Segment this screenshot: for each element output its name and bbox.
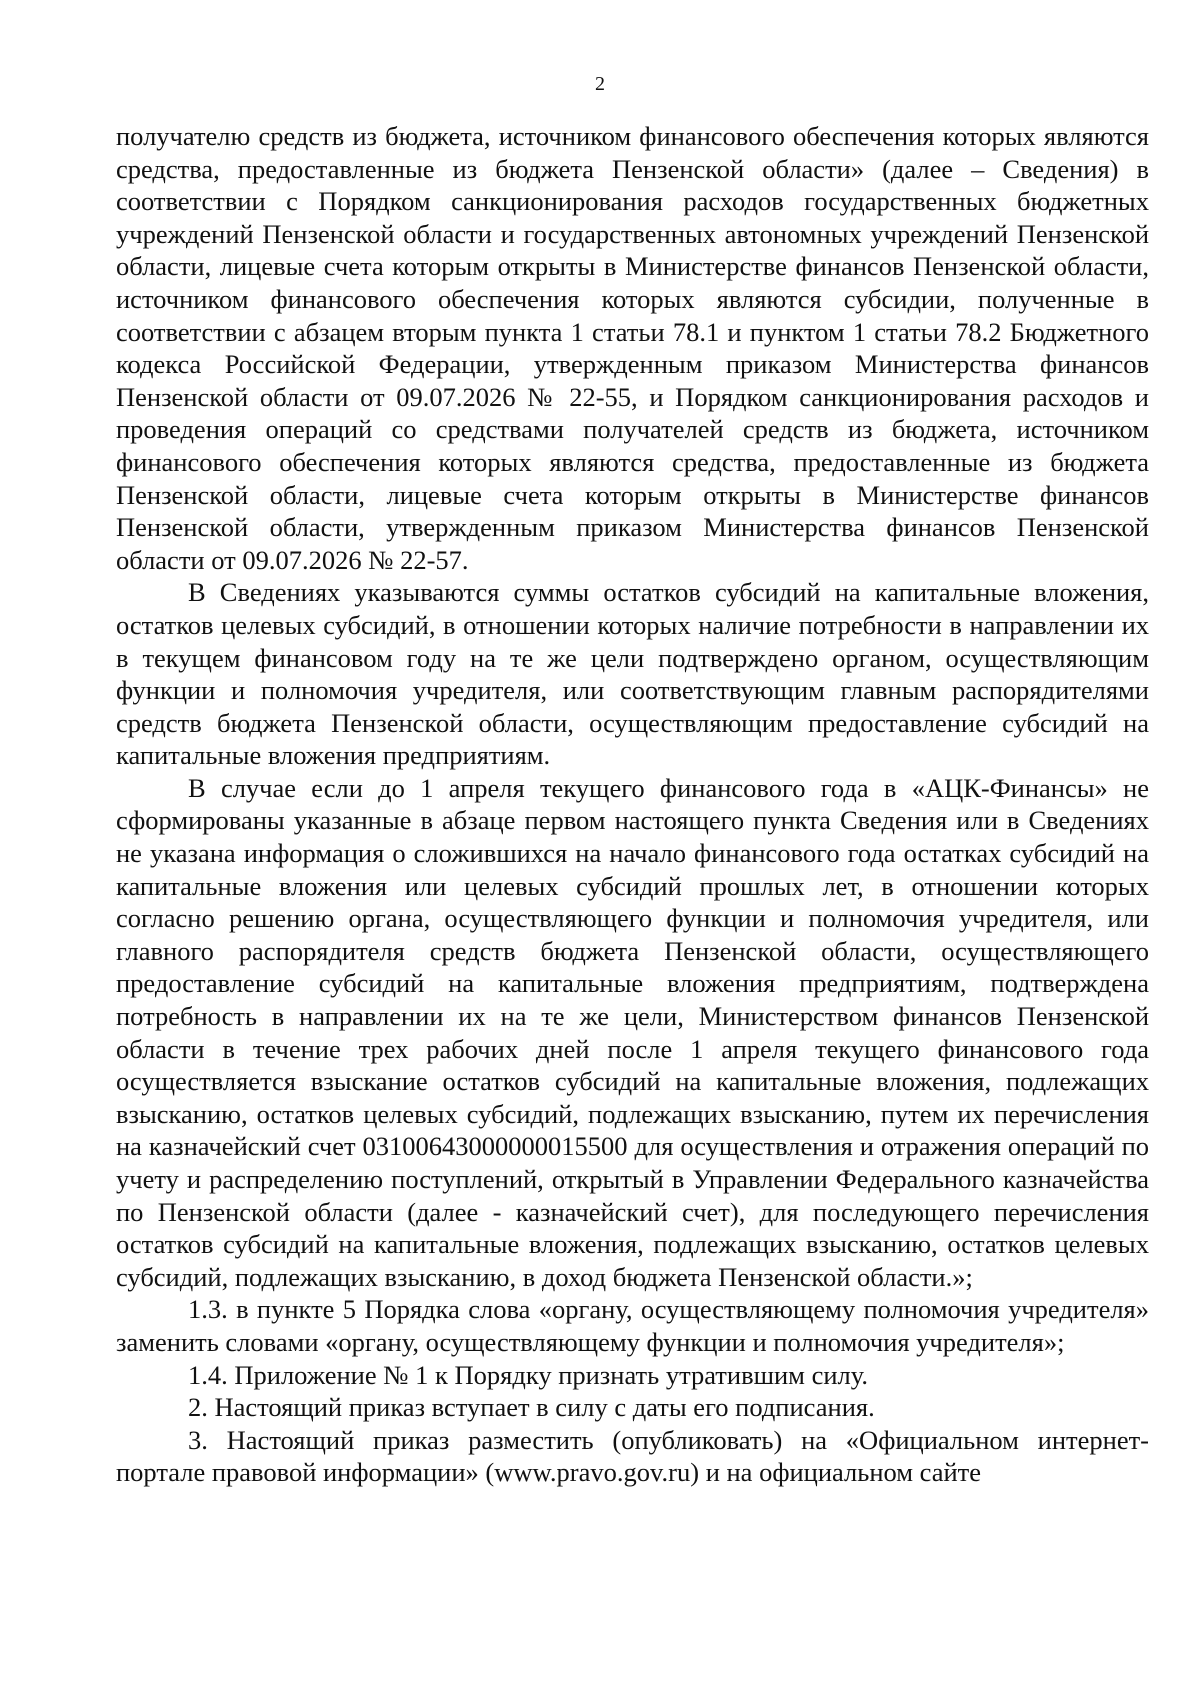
- page-number: 2: [595, 73, 605, 95]
- paragraph-continuation: получателю средств из бюджета, источником финансового обеспечения которых являются средства, предоставленные из бюджета Пензенской области» (далее – Сведения) в соответствии с Порядком санкционирования расходов государственных бюджетных учреждений Пензенской области и государственных автономных учреждений Пензенской области, лицевые счета которым открыты в Министерстве финансов Пензенской области, источником финансового обеспечения которых являются субсидии, полученные в соответствии с абзацем вторым пункта 1 статьи 78.1 и пунктом 1 статьи 78.2 Бюджетного кодекса Российской Федерации, утвержденным приказом Министерства финансов Пензенской области от 09.07.2026 № 22-55, и Порядком санкционирования расходов и проведения операций со средствами получателей средств из бюджета, источником финансового обеспечения которых являются средства, предоставленные из бюджета Пензенской области, лицевые счета которым открыты в Министерстве финансов Пензенской области, утвержденным приказом Министерства финансов Пензенской области от 09.07.2026 № 22-57.: [116, 121, 1149, 575]
- paragraph-vzyskanie: В случае если до 1 апреля текущего финансового года в «АЦК-Финансы» не сформированы указанные в абзаце первом настоящего пункта Сведения или в Сведениях не указана информация о сложившихся на начало финансового года остатках субсидий на капитальные вложения или целевых субсидий прошлых лет, в отношении которых согласно решению органа, осуществляющего функции и полномочия учредителя, или главного распорядителя средств бюджета Пензенской области, осуществляющего предоставление субсидий на капитальные вложения предприятиям, подтверждена потребность в направлении их на те же цели, Министерством финансов Пензенской области в течение трех рабочих дней после 1 апреля текущего финансового года осуществляется взыскание остатков субсидий на капитальные вложения, подлежащих взысканию, остатков целевых субсидий, подлежащих взысканию, путем их перечисления на казначейский счет 03100643000000015500 для осуществления и отражения операций по учету и распределению поступлений, открытый в Управлении Федерального казначейства по Пензенской области (далее - казначейский счет), для последующего перечисления остатков субсидий на капитальные вложения, подлежащих взысканию, остатков целевых субсидий, подлежащих взысканию, в доход бюджета Пензенской области.»;: [116, 772, 1149, 1292]
- paragraph-svedeniya: В Сведениях указываются суммы остатков субсидий на капитальные вложения, остатков целевых субсидий, в отношении которых наличие потребности в направлении их в текущем финансовом году на те же цели подтверждено органом, осуществляющим функции и полномочия учредителя, или соответствующим главным распорядителями средств бюджета Пензенской области, осуществляющим предоставление субсидий на капитальные вложения предприятиям.: [116, 577, 1149, 771]
- paragraph-item-3: 3. Настоящий приказ разместить (опубликовать) на «Официальном интернет-портале правовой информации» (www.pravo.gov.ru) и на официальном сайте: [116, 1424, 1149, 1488]
- document-body: [116, 120, 1149, 1489]
- paragraph-item-2: 2. Настоящий приказ вступает в силу с даты его подписания.: [188, 1392, 875, 1423]
- paragraph-item-1-4: 1.4. Приложение № 1 к Порядку признать утратившим силу.: [188, 1359, 868, 1390]
- paragraph-item-1-3: 1.3. в пункте 5 Порядка слова «органу, осуществляющему полномочия учредителя» заменить словами «органу, осуществляющему функции и полномочия учредителя»;: [116, 1294, 1149, 1357]
